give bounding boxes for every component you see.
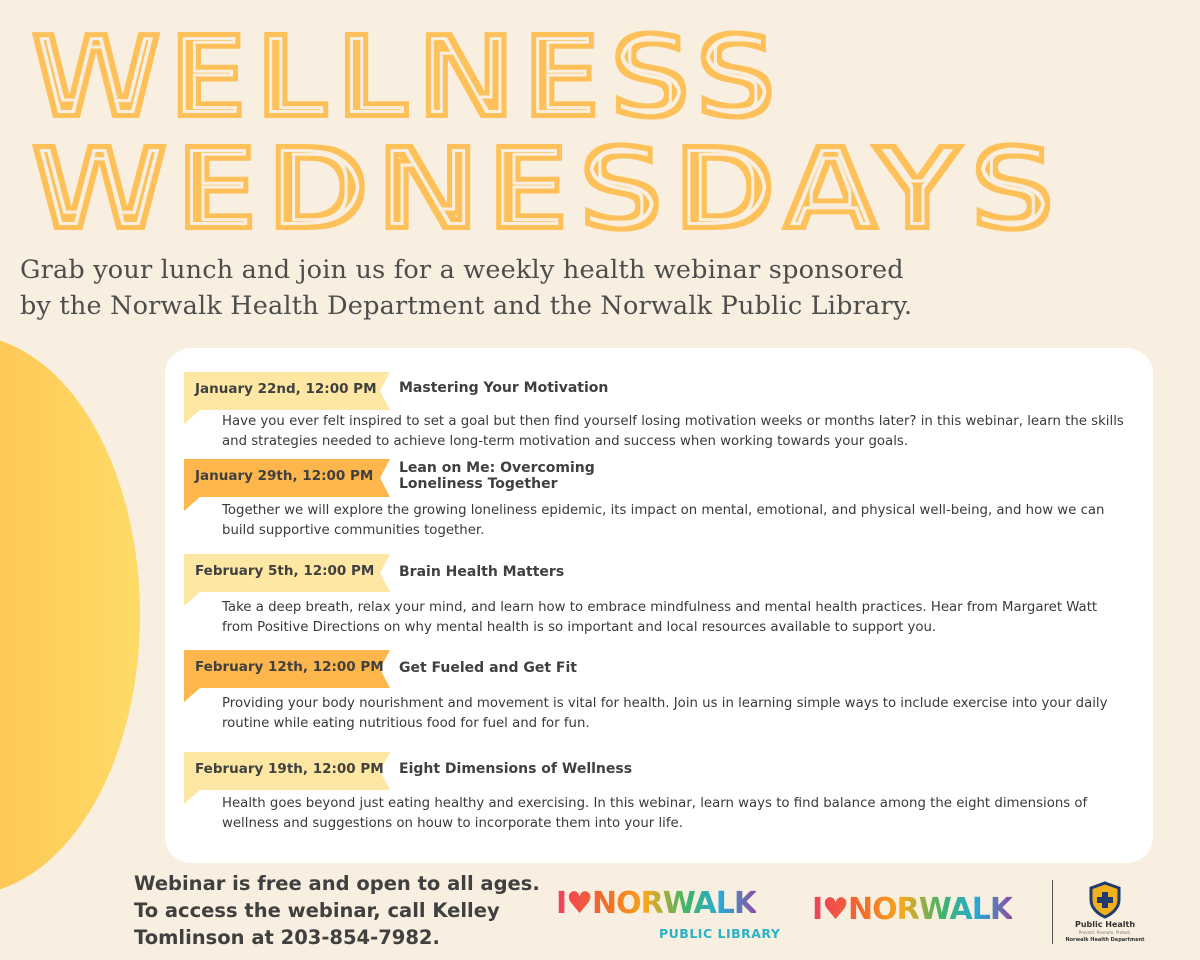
footer-info [134,870,540,951]
event-date: February 12th, 12:00 PM [195,659,384,675]
event-description: Take a deep breath, relax your mind, and learn how to embrace mindfulness and mental health practices. Hear from Margaret Watt from Positive Directions on why mental health is so important and local resources available to support you. [222,600,1098,635]
norwalk-public-library-logo [556,886,781,941]
title-line-2: WEDNESDAYS [28,120,1062,250]
date-ribbon [184,554,394,592]
event-title: Brain Health Matters [399,564,565,580]
library-logo-subtitle: PUBLIC LIBRARY [659,926,781,941]
public-health-tagline: Prevent. Promote. Protect. [1078,930,1132,935]
event-title: Mastering Your Motivation [399,380,609,396]
date-ribbon [184,459,394,497]
footer-line-1: Webinar is free and open to all ages. [134,872,540,895]
subtitle-line-1: Grab your lunch and join us for a weekly health webinar sponsored [20,255,904,285]
footer-line-3: Tomlinson at 203-854-7982. [134,926,440,949]
date-ribbon [184,650,394,688]
event-title: Lean on Me: Overcoming Loneliness Together [399,460,595,492]
event-description: Have you ever felt inspired to set a goal but then find yourself losing motivation weeks or months later? in this webinar, learn the skills and strategies needed to achieve long-term motivation and success when working towards your goals. [222,414,1124,449]
wellness-wednesdays-title [0,0,1200,250]
public-health-logo [1064,880,1146,950]
subtitle [20,252,1020,324]
event-title: Get Fueled and Get Fit [399,660,577,676]
event-date: January 29th, 12:00 PM [195,468,374,484]
subtitle-line-2: by the Norwalk Health Department and the Norwalk Public Library. [20,291,913,321]
decorative-sun [0,335,140,895]
event-description: Health goes beyond just eating healthy and exercising. In this webinar, learn ways to find balance among the eight dimensions of wellness and suggestions on houw to incorporate them into your life. [222,796,1088,831]
event-title: Eight Dimensions of Wellness [399,761,633,777]
library-logo-text: I♥NORWALK [556,886,757,921]
date-ribbon [184,372,394,410]
event-date: February 5th, 12:00 PM [195,563,375,579]
event-description: Together we will explore the growing loneliness epidemic, its impact on mental, emotional, and physical well-being, and how we can build supportive communities together. [222,503,1105,538]
public-health-dept: Norwalk Health Department [1065,937,1145,943]
footer-line-2: To access the webinar, call Kelley [134,899,500,922]
shield-icon [1064,880,1146,920]
norwalk-city-logo [812,894,1012,926]
event-date: February 19th, 12:00 PM [195,761,384,777]
city-logo-text: I♥NORWALK [812,892,1013,927]
event-description: Providing your body nourishment and movement is vital for health. Join us in learning simple ways to include exercise into your daily routine while eating nutritious food for fuel and for fun. [222,696,1108,731]
schedule-card [165,348,1153,863]
title-line-1: WELLNESS [28,8,784,146]
event-date: January 22nd, 12:00 PM [195,381,377,397]
public-health-name: Public Health [1074,920,1136,929]
logo-divider [1052,880,1053,944]
date-ribbon [184,752,394,790]
